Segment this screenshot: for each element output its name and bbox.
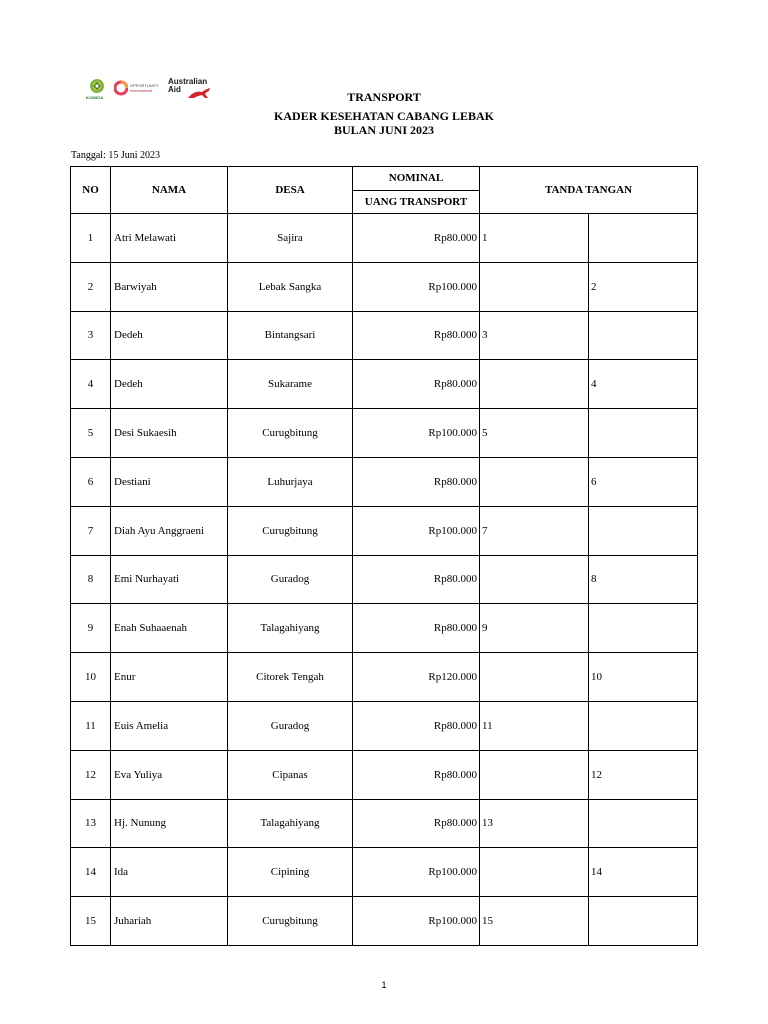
row-signature-left: 15 [480,897,589,946]
header-nama: NAMA [111,167,228,214]
row-signature-right [589,799,698,848]
row-signature-right [589,604,698,653]
row-nominal: Rp100.000 [353,848,480,897]
row-signature-right [589,214,698,263]
row-number: 9 [71,604,111,653]
row-nominal: Rp80.000 [353,799,480,848]
document-date: Tanggal: 15 Juni 2023 [71,150,161,161]
row-number: 8 [71,555,111,604]
row-signature-right [589,409,698,458]
komida-logo-text: KOMIDA [86,95,104,100]
row-signature-right [589,897,698,946]
row-signature-left: 3 [480,311,589,360]
row-number: 12 [71,750,111,799]
row-number: 7 [71,506,111,555]
row-nominal: Rp100.000 [353,506,480,555]
australian-aid-line2: Aid [168,85,181,94]
table-row [71,701,698,750]
header-uang-transport: UANG TRANSPORT [353,190,480,214]
row-nama: Barwiyah [111,262,228,311]
row-nama: Emi Nurhayati [111,555,228,604]
row-nama: Euis Amelia [111,701,228,750]
row-nama: Dedeh [111,360,228,409]
row-nominal: Rp80.000 [353,604,480,653]
row-signature-left: 1 [480,214,589,263]
row-desa: Guradog [228,701,353,750]
table-row [71,750,698,799]
row-nominal: Rp80.000 [353,555,480,604]
row-signature-right: 12 [589,750,698,799]
row-signature-right: 14 [589,848,698,897]
row-signature-left [480,750,589,799]
header-desa: DESA [228,167,353,214]
row-desa: Guradog [228,555,353,604]
row-desa: Lebak Sangka [228,262,353,311]
row-desa: Luhurjaya [228,457,353,506]
table-row [71,604,698,653]
row-signature-left: 7 [480,506,589,555]
row-desa: Sajira [228,214,353,263]
row-desa: Citorek Tengah [228,653,353,702]
row-signature-right [589,311,698,360]
row-signature-right [589,701,698,750]
table-row [71,409,698,458]
row-nama: Dedeh [111,311,228,360]
row-nominal: Rp120.000 [353,653,480,702]
row-desa: Sukarame [228,360,353,409]
row-signature-left [480,555,589,604]
row-desa: Curugbitung [228,409,353,458]
row-desa: Curugbitung [228,506,353,555]
row-signature-right [589,506,698,555]
row-signature-left [480,848,589,897]
table-row [71,506,698,555]
row-signature-right: 6 [589,457,698,506]
row-nama: Destiani [111,457,228,506]
row-nama: Hj. Nunung [111,799,228,848]
row-desa: Curugbitung [228,897,353,946]
table-header-row [71,167,698,191]
row-number: 13 [71,799,111,848]
table-row [71,262,698,311]
opportunity-logo-sub: International [130,88,153,93]
row-signature-right: 2 [589,262,698,311]
row-number: 2 [71,262,111,311]
row-desa: Talagahiyang [228,604,353,653]
row-number: 15 [71,897,111,946]
row-nama: Ida [111,848,228,897]
opportunity-logo-word: OPPORTUNITY [130,83,159,88]
table-row [71,897,698,946]
row-nominal: Rp80.000 [353,360,480,409]
row-nama: Enah Suhaaenah [111,604,228,653]
row-signature-left [480,457,589,506]
row-number: 3 [71,311,111,360]
row-nominal: Rp100.000 [353,897,480,946]
table-row [71,653,698,702]
row-desa: Cipining [228,848,353,897]
table-row [71,555,698,604]
row-desa: Cipanas [228,750,353,799]
row-nama: Atri Melawati [111,214,228,263]
row-signature-left: 9 [480,604,589,653]
table-row [71,360,698,409]
row-signature-left: 13 [480,799,589,848]
row-nominal: Rp80.000 [353,214,480,263]
row-number: 5 [71,409,111,458]
document-title: TRANSPORT [347,90,421,104]
table-row [71,214,698,263]
header-no: NO [71,167,111,214]
row-nama: Juhariah [111,897,228,946]
row-desa: Talagahiyang [228,799,353,848]
row-nominal: Rp80.000 [353,311,480,360]
row-nominal: Rp80.000 [353,701,480,750]
document-subtitle-2: BULAN JUNI 2023 [333,123,434,137]
australian-aid-line1: Australian [168,77,208,86]
row-number: 6 [71,457,111,506]
document-subtitle-1: KADER KESEHATAN CABANG LEBAK [274,109,494,123]
transport-table [70,166,698,946]
header-tanda-tangan: TANDA TANGAN [480,167,698,214]
row-signature-left: 5 [480,409,589,458]
row-signature-left [480,262,589,311]
row-signature-right: 10 [589,653,698,702]
header-nominal: NOMINAL [353,167,480,191]
row-nominal: Rp100.000 [353,409,480,458]
table-row [71,848,698,897]
row-signature-right: 8 [589,555,698,604]
page-number: 1 [381,980,387,990]
row-nama: Desi Sukaesih [111,409,228,458]
row-nama: Enur [111,653,228,702]
row-nominal: Rp100.000 [353,262,480,311]
table-row [71,799,698,848]
row-signature-left [480,360,589,409]
row-number: 4 [71,360,111,409]
table-row [71,311,698,360]
row-signature-left: 11 [480,701,589,750]
row-number: 1 [71,214,111,263]
row-signature-left [480,653,589,702]
row-signature-right: 4 [589,360,698,409]
row-nama: Diah Ayu Anggraeni [111,506,228,555]
row-number: 11 [71,701,111,750]
row-number: 14 [71,848,111,897]
row-number: 10 [71,653,111,702]
row-nominal: Rp80.000 [353,750,480,799]
row-nama: Eva Yuliya [111,750,228,799]
row-nominal: Rp80.000 [353,457,480,506]
table-row [71,457,698,506]
row-desa: Bintangsari [228,311,353,360]
